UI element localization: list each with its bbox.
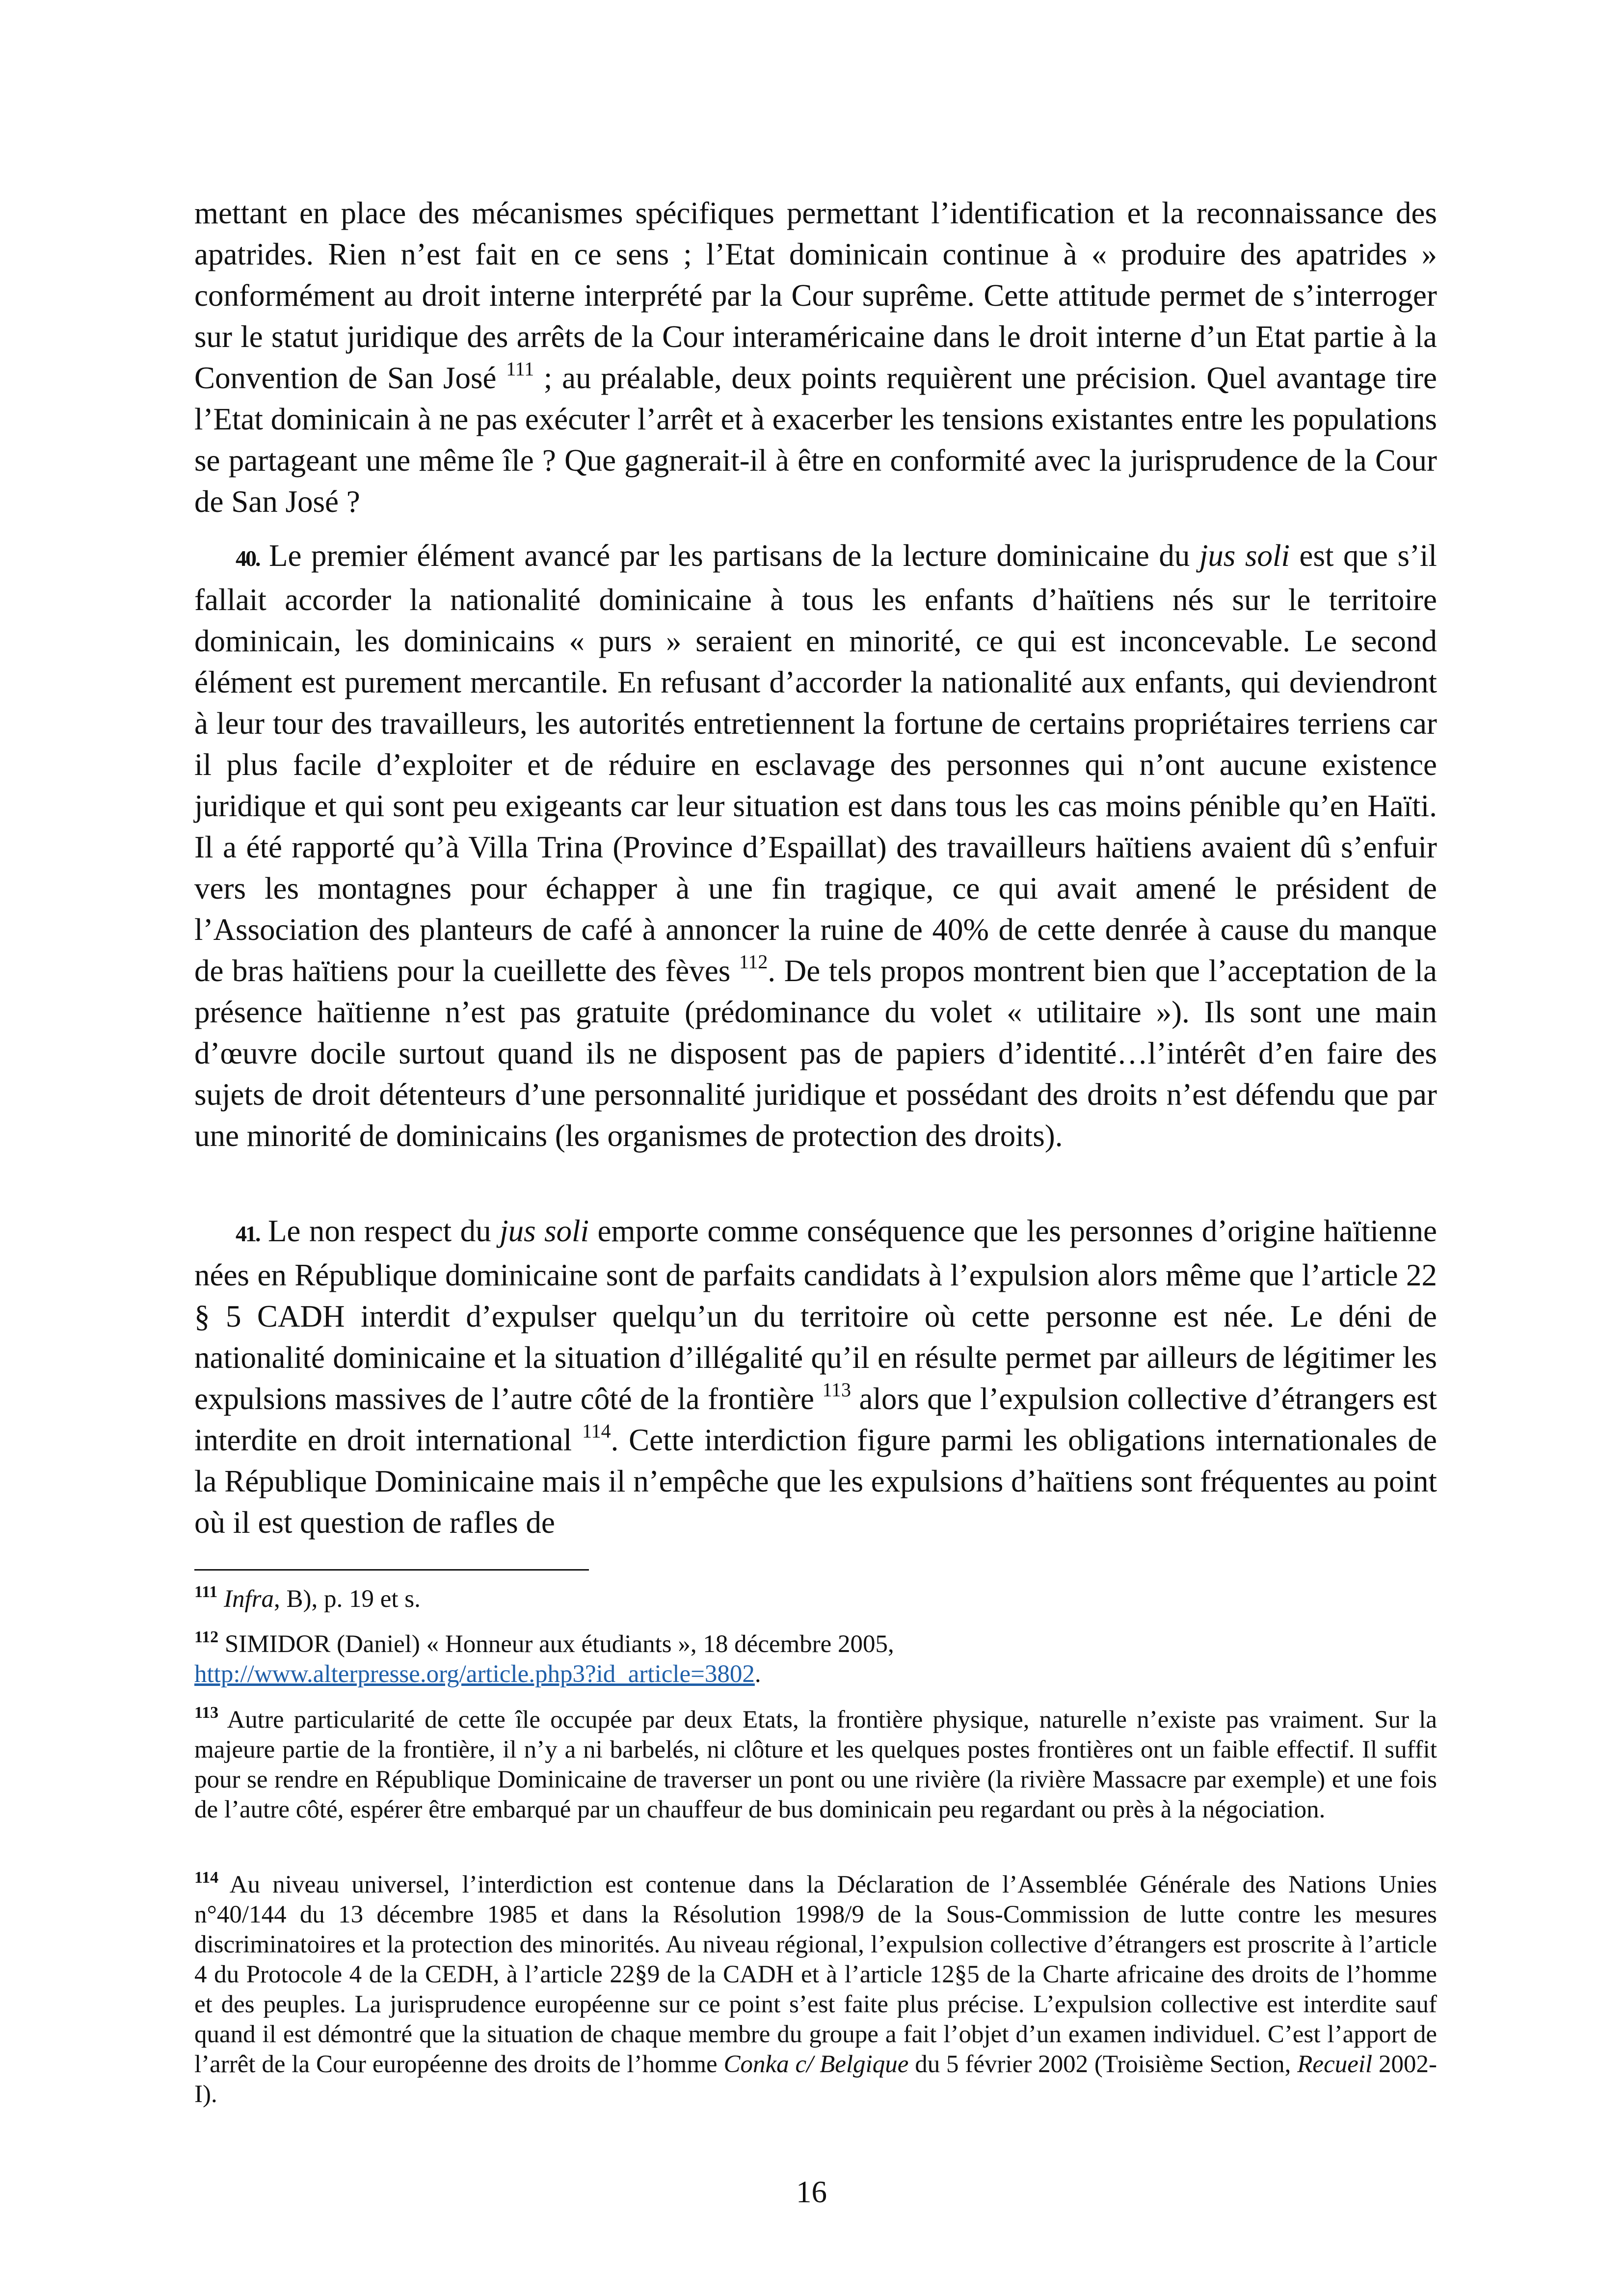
text: Autre particularité de cette île occupée par deux Etats, la frontière physique, naturelle n’existe pas vraiment. Sur la majeure partie de la frontière, il n’y a ni barbelés, ni clôture et les quelques postes frontières ont un faible effectif. Il suffit pour se rendre en République Dominicaine de traverser un pont ou une rivière (la rivière Massacre par exemple) et une fois de l’autre côté, espérer être embarqué par un chauffeur de bus dominicain peu regardant ou près à la négociation. [194,1706,1437,1823]
page-number: 16 [796,2175,827,2209]
paragraph-41 [194,1210,1437,1543]
paragraph-40 [194,535,1437,1156]
text: du 5 février 2002 (Troisième Section, [908,2051,1298,2078]
footnote-number: 112 [194,1628,219,1646]
text: mettant en place des mécanismes spécifiques permettant l’identification et la reconnaissance des apatrides. Rien n’est fait en ce sens ; l’Etat dominicain continue à « produire des apatrides » conformément au droit interne interprété par la Cour suprême. Cette attitude permet de s’interroger sur le statut juridique des arrêts de la Cour interaméricaine dans le droit interne d’un Etat partie à la Convention de San José [194,196,1437,395]
text: Le premier élément avancé par les partisans de la lecture dominicaine du [259,538,1199,573]
footnote-ref-113[interactable]: 113 [822,1379,851,1401]
text: ; au préalable, deux points requièrent une précision. Quel avantage tire l’Etat dominicain à ne pas exécuter l’arrêt et à exacerber les tensions existantes entre les populations se partageant une même île ? Que gagnerait-il à être en conformité avec la jurisprudence de la Cour de San José ? [194,361,1437,519]
text: alors que l’expulsion collective d’étrangers est interdite en droit international [194,1382,1437,1457]
footnote-number: 114 [194,1869,219,1887]
text: 2002-I). [194,2051,1437,2108]
italic-text: Conka c/ Belgique [723,2051,909,2078]
footnote-ref-111[interactable]: 111 [506,358,534,380]
paragraph-number: 41. [236,1221,260,1246]
footnote-113 [194,1705,1437,1825]
italic-text: Infra [224,1585,274,1613]
footnote-number: 113 [194,1704,219,1722]
footnote-separator [194,1569,589,1571]
footnote-112 [194,1629,1437,1689]
italic-term: jus soli [500,1214,589,1248]
text: emporte comme conséquence que les personnes d’origine haïtienne nées en République dominicaine sont de parfaits candidats à l’expulsion alors même que l’article 22 § 5 CADH interdit d’expulser quelqu’un du territoire où cette personne est née. Le déni de nationalité dominicaine et la situation d’illégalité qu’il en résulte permet par ailleurs de légitimer les expulsions massives de l’autre côté de la frontière [194,1214,1437,1416]
footnote-111 [194,1584,1437,1614]
text: Le non respect du [259,1214,500,1248]
italic-text: Recueil [1297,2051,1373,2078]
text: , B), p. 19 et s. [274,1585,421,1613]
italic-term: jus soli [1199,538,1290,573]
paragraph-39-continuation [194,192,1437,522]
text: Au niveau universel, l’interdiction est contenue dans la Déclaration de l’Assemblée Générale des Nations Unies n°40/144 du 13 décembre 1985 et dans la Résolution 1998/9 de la Sous-Commission de lutte contre les mesures discriminatoires et la protection des minorités. Au niveau régional, l’expulsion collective d’étrangers est proscrite à l’article 4 du Protocole 4 de la CEDH, à l’article 22§9 de la CADH et à l’article 12§5 de la Charte africaine des droits de l’homme et des peuples. La jurisprudence européenne sur ce point s’est faite plus précise. L’expulsion collective est interdite sauf quand il est démontré que la situation de chaque membre du groupe a fait l’objet d’un examen individuel. C’est l’apport de l’arrêt de la Cour européenne des droits de l’homme [194,1871,1437,2078]
text: SIMIDOR (Daniel) « Honneur aux étudiants », 18 décembre 2005, [218,1630,894,1658]
paragraph-number: 40. [236,546,260,571]
text: est que s’il fallait accorder la nationalité dominicaine à tous les enfants d’haïtiens nés sur le territoire dominicain, les dominicains « purs » seraient en minorité, ce qui est inconcevable. Le second élément est purement mercantile. En refusant d’accorder la nationalité aux enfants, qui deviendront à leur tour des travailleurs, les autorités entretiennent la fortune de certains propriétaires terriens car il plus facile d’exploiter et de réduire en esclavage des personnes qui n’ont aucune existence juridique et qui sont peu exigeants car leur situation est dans tous les cas moins pénible qu’en Haïti. Il a été rapporté qu’à Villa Trina (Province d’Espaillat) des travailleurs haïtiens avaient dû s’enfuir vers les montagnes pour échapper à une fin tragique, ce qui avait amené le président de l’Association des planteurs de café à annoncer la ruine de 40% de cette denrée à cause du manque de bras haïtiens pour la cueillette des fèves [194,538,1437,988]
footnote-number: 111 [194,1583,218,1601]
text: . [754,1660,761,1688]
footnote-114 [194,1870,1437,2109]
footnote-ref-112[interactable]: 112 [739,951,768,973]
text: . Cette interdiction figure parmi les obligations internationales de la République Dominicaine mais il n’empêche que les expulsions d’haïtiens sont fréquentes au point où il est question de rafles de [194,1423,1437,1540]
footnote-link[interactable]: http://www.alterpresse.org/article.php3?id_article=3802 [194,1660,755,1688]
footnote-ref-114[interactable]: 114 [582,1420,611,1442]
text: . De tels propos montrent bien que l’acceptation de la présence haïtienne n’est pas gratuite (prédominance du volet « utilitaire »). Ils sont une main d’œuvre docile surtout quand ils ne disposent pas de papiers d’identité…l’intérêt d’en faire des sujets de droit détenteurs d’une personnalité juridique et possédant des droits n’est défendu que par une minorité de dominicains (les organismes de protection des droits). [194,954,1437,1153]
